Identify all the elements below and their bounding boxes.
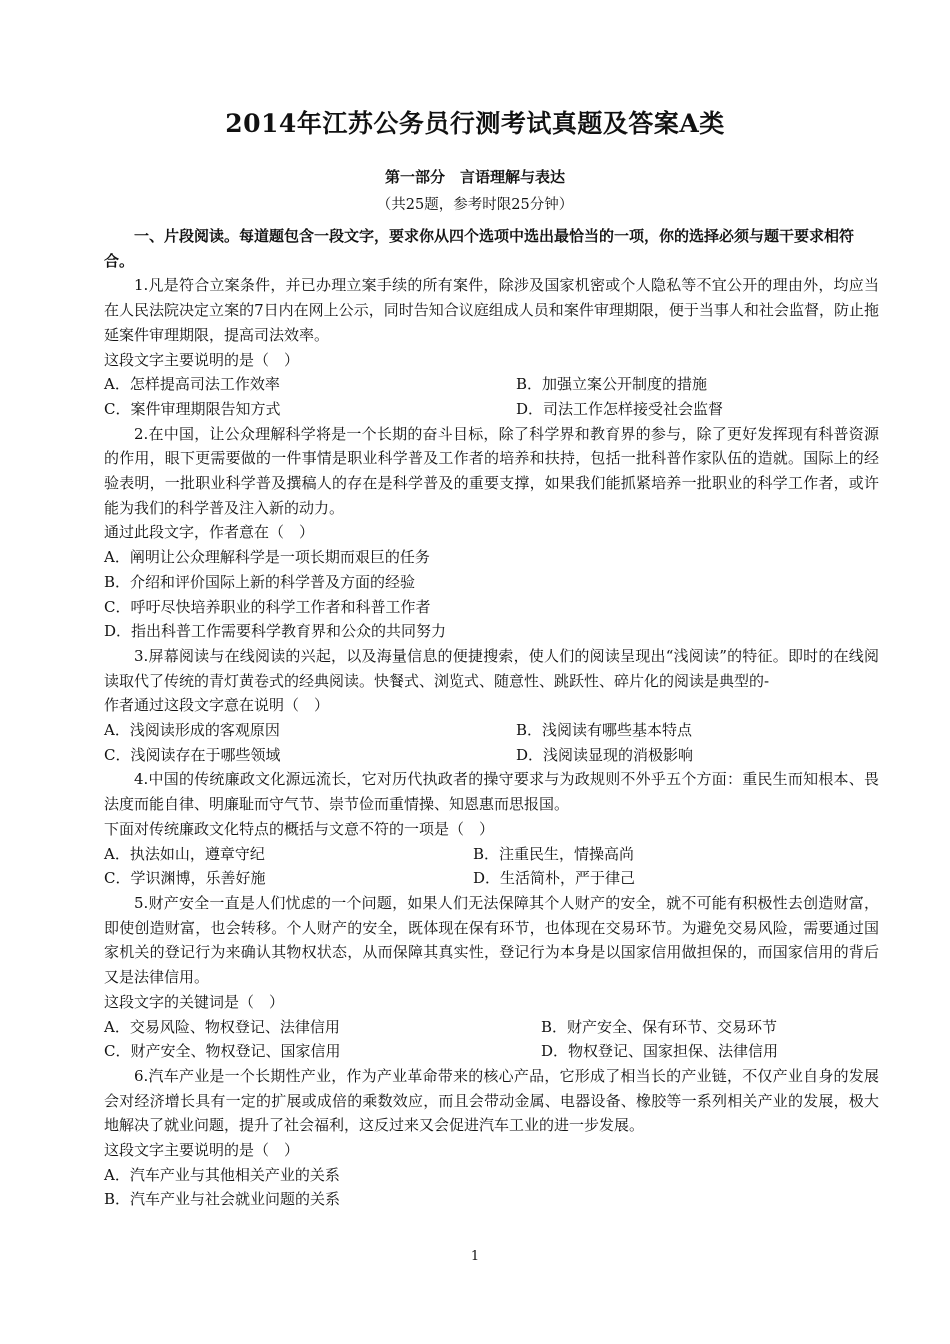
question-3-options-row-1 — [104, 718, 879, 743]
question-3-option-a: A．浅阅读形成的客观原因 — [104, 721, 280, 740]
question-5-option-a: A．交易风险、物权登记、法律信用 — [104, 1017, 340, 1036]
question-3-option-c: C．浅阅读存在于哪些领域 — [104, 745, 281, 764]
question-6-ask: 这段文字主要说明的是（ ） — [104, 1141, 300, 1160]
question-6-option-b: B．汽车产业与社会就业问题的关系 — [104, 1190, 341, 1209]
question-1-option-b: B．加强立案公开制度的措施 — [516, 375, 708, 394]
question-6-option-a: A．汽车产业与其他相关产业的关系 — [104, 1165, 340, 1184]
question-4-ask: 下面对传统廉政文化特点的概括与文意不符的一项是（ ） — [104, 819, 495, 838]
question-3-ask: 作者通过这段文字意在说明（ ） — [104, 696, 330, 715]
question-5-ask: 这段文字的关键词是（ ） — [104, 992, 285, 1011]
part-subtitle: （共25题，参考时限25分钟） — [376, 197, 574, 213]
question-1-option-d: D．司法工作怎样接受社会监督 — [516, 399, 724, 418]
question-5-option-d: D．物权登记、国家担保、法律信用 — [541, 1042, 779, 1061]
question-3-option-d: D．浅阅读显现的消极影响 — [516, 745, 694, 764]
question-1-ask: 这段文字主要说明的是（ ） — [104, 350, 300, 369]
page-number: 1 — [470, 1249, 480, 1264]
question-4-option-c: C．学识渊博，乐善好施 — [104, 869, 266, 888]
question-4-text: 4.中国的传统廉政文化源远流长，它对历代执政者的操守要求与为政规则不外乎五个方面：重民生而知根本、畏法度而能自律、明廉耻而守气节、崇节俭而重情操、知恩惠而思报国。 — [104, 770, 879, 814]
question-3-options-row-2 — [104, 743, 879, 768]
question-3-text: 3.屏幕阅读与在线阅读的兴起，以及海量信息的便捷搜索，使人们的阅读呈现出“浅阅读”的特征。即时的在线阅读取代了传统的青灯黄卷式的经典阅读。快餐式、浏览式、随意性、跳跃性、碎片化的阅读是典型的- — [104, 646, 879, 690]
question-4-options-row-2 — [104, 866, 879, 891]
question-4-option-b: B．注重民生，情操高尚 — [473, 844, 635, 863]
question-2-option-b: B．介绍和评价国际上新的科学普及方面的经验 — [104, 572, 416, 591]
question-2-option-d: D．指出科普工作需要科学教育界和公众的共同努力 — [104, 622, 447, 641]
question-1-text: 1.凡是符合立案条件，并已办理立案手续的所有案件，除涉及国家机密或个人隐私等不宜公开的理由外，均应当在人民法院决定立案的7日内在网上公示，同时告知合议庭组成人员和案件审理期限，便于当事人和社会监督，防止拖延案件审理期限，提高司法效率。 — [104, 276, 879, 344]
question-4-options-row-1 — [104, 842, 879, 867]
question-4-option-a: A．执法如山，遵章守纪 — [104, 844, 265, 863]
document-body — [104, 224, 879, 1212]
question-1-options-row-1 — [104, 372, 879, 397]
question-5-options-row-2 — [104, 1039, 879, 1064]
question-5-text: 5.财产安全一直是人们忧虑的一个问题，如果人们无法保障其个人财产的安全，就不可能有积极性去创造财富，即使创造财富，也会转移。个人财产的安全，既体现在保有环节，也体现在交易环节。为避免交易风险，需要通过国家机关的登记行为来确认其物权状态，从而保障其真实性，登记行为本身是以国家信用做担保的，而国家信用的背后又是法律信用。 — [104, 893, 879, 987]
question-3-option-b: B．浅阅读有哪些基本特点 — [516, 721, 693, 740]
question-5-option-b: B．财产安全、保有环节、交易环节 — [541, 1017, 778, 1036]
question-2-text: 2.在中国，让公众理解科学将是一个长期的奋斗目标，除了科学界和教育界的参与，除了更好发挥现有科普资源的作用，眼下更需要做的一件事情是职业科学普及工作者的培养和扶持，包括一批科普作家队伍的造就。国际上的经验表明，一批职业科学普及撰稿人的存在是科学普及的重要支撑，如果我们能抓紧培养一批职业的科学工作者，或许能为我们的科学普及注入新的动力。 — [104, 424, 879, 517]
question-6-text: 6.汽车产业是一个长期性产业，作为产业革命带来的核心产品，它形成了相当长的产业链，不仅产业自身的发展会对经济增长具有一定的扩展或成倍的乘数效应，而且会带动金属、电器设备、橡胶等一系列相关产业的发展，极大地解决了就业问题，提升了社会福利，这反过来又会促进汽车工业的进一步发展。 — [104, 1066, 879, 1135]
question-1-option-a: A．怎样提高司法工作效率 — [104, 375, 280, 394]
question-4-option-d: D．生活简朴，严于律己 — [473, 869, 636, 888]
question-5-options-row-1 — [104, 1015, 879, 1040]
part-title: 第一部分 言语理解与表达 — [384, 168, 565, 186]
document-title: 2014年江苏公务员行测考试真题及答案A类 — [225, 109, 725, 138]
question-1-option-c: C．案件审理期限告知方式 — [104, 399, 281, 418]
section-heading: 一、片段阅读。每道题包含一段文字，要求你从四个选项中选出最恰当的一项，你的选择必须与题干要求相符合。 — [104, 227, 855, 270]
question-1-options-row-2 — [104, 397, 879, 422]
question-5-option-c: C．财产安全、物权登记、国家信用 — [104, 1042, 341, 1061]
question-2-ask: 通过此段文字，作者意在（ ） — [104, 523, 315, 542]
question-2-option-c: C．呼吁尽快培养职业的科学工作者和科普工作者 — [104, 597, 431, 616]
question-2-option-a: A．阐明让公众理解科学是一项长期而艰巨的任务 — [104, 548, 430, 567]
